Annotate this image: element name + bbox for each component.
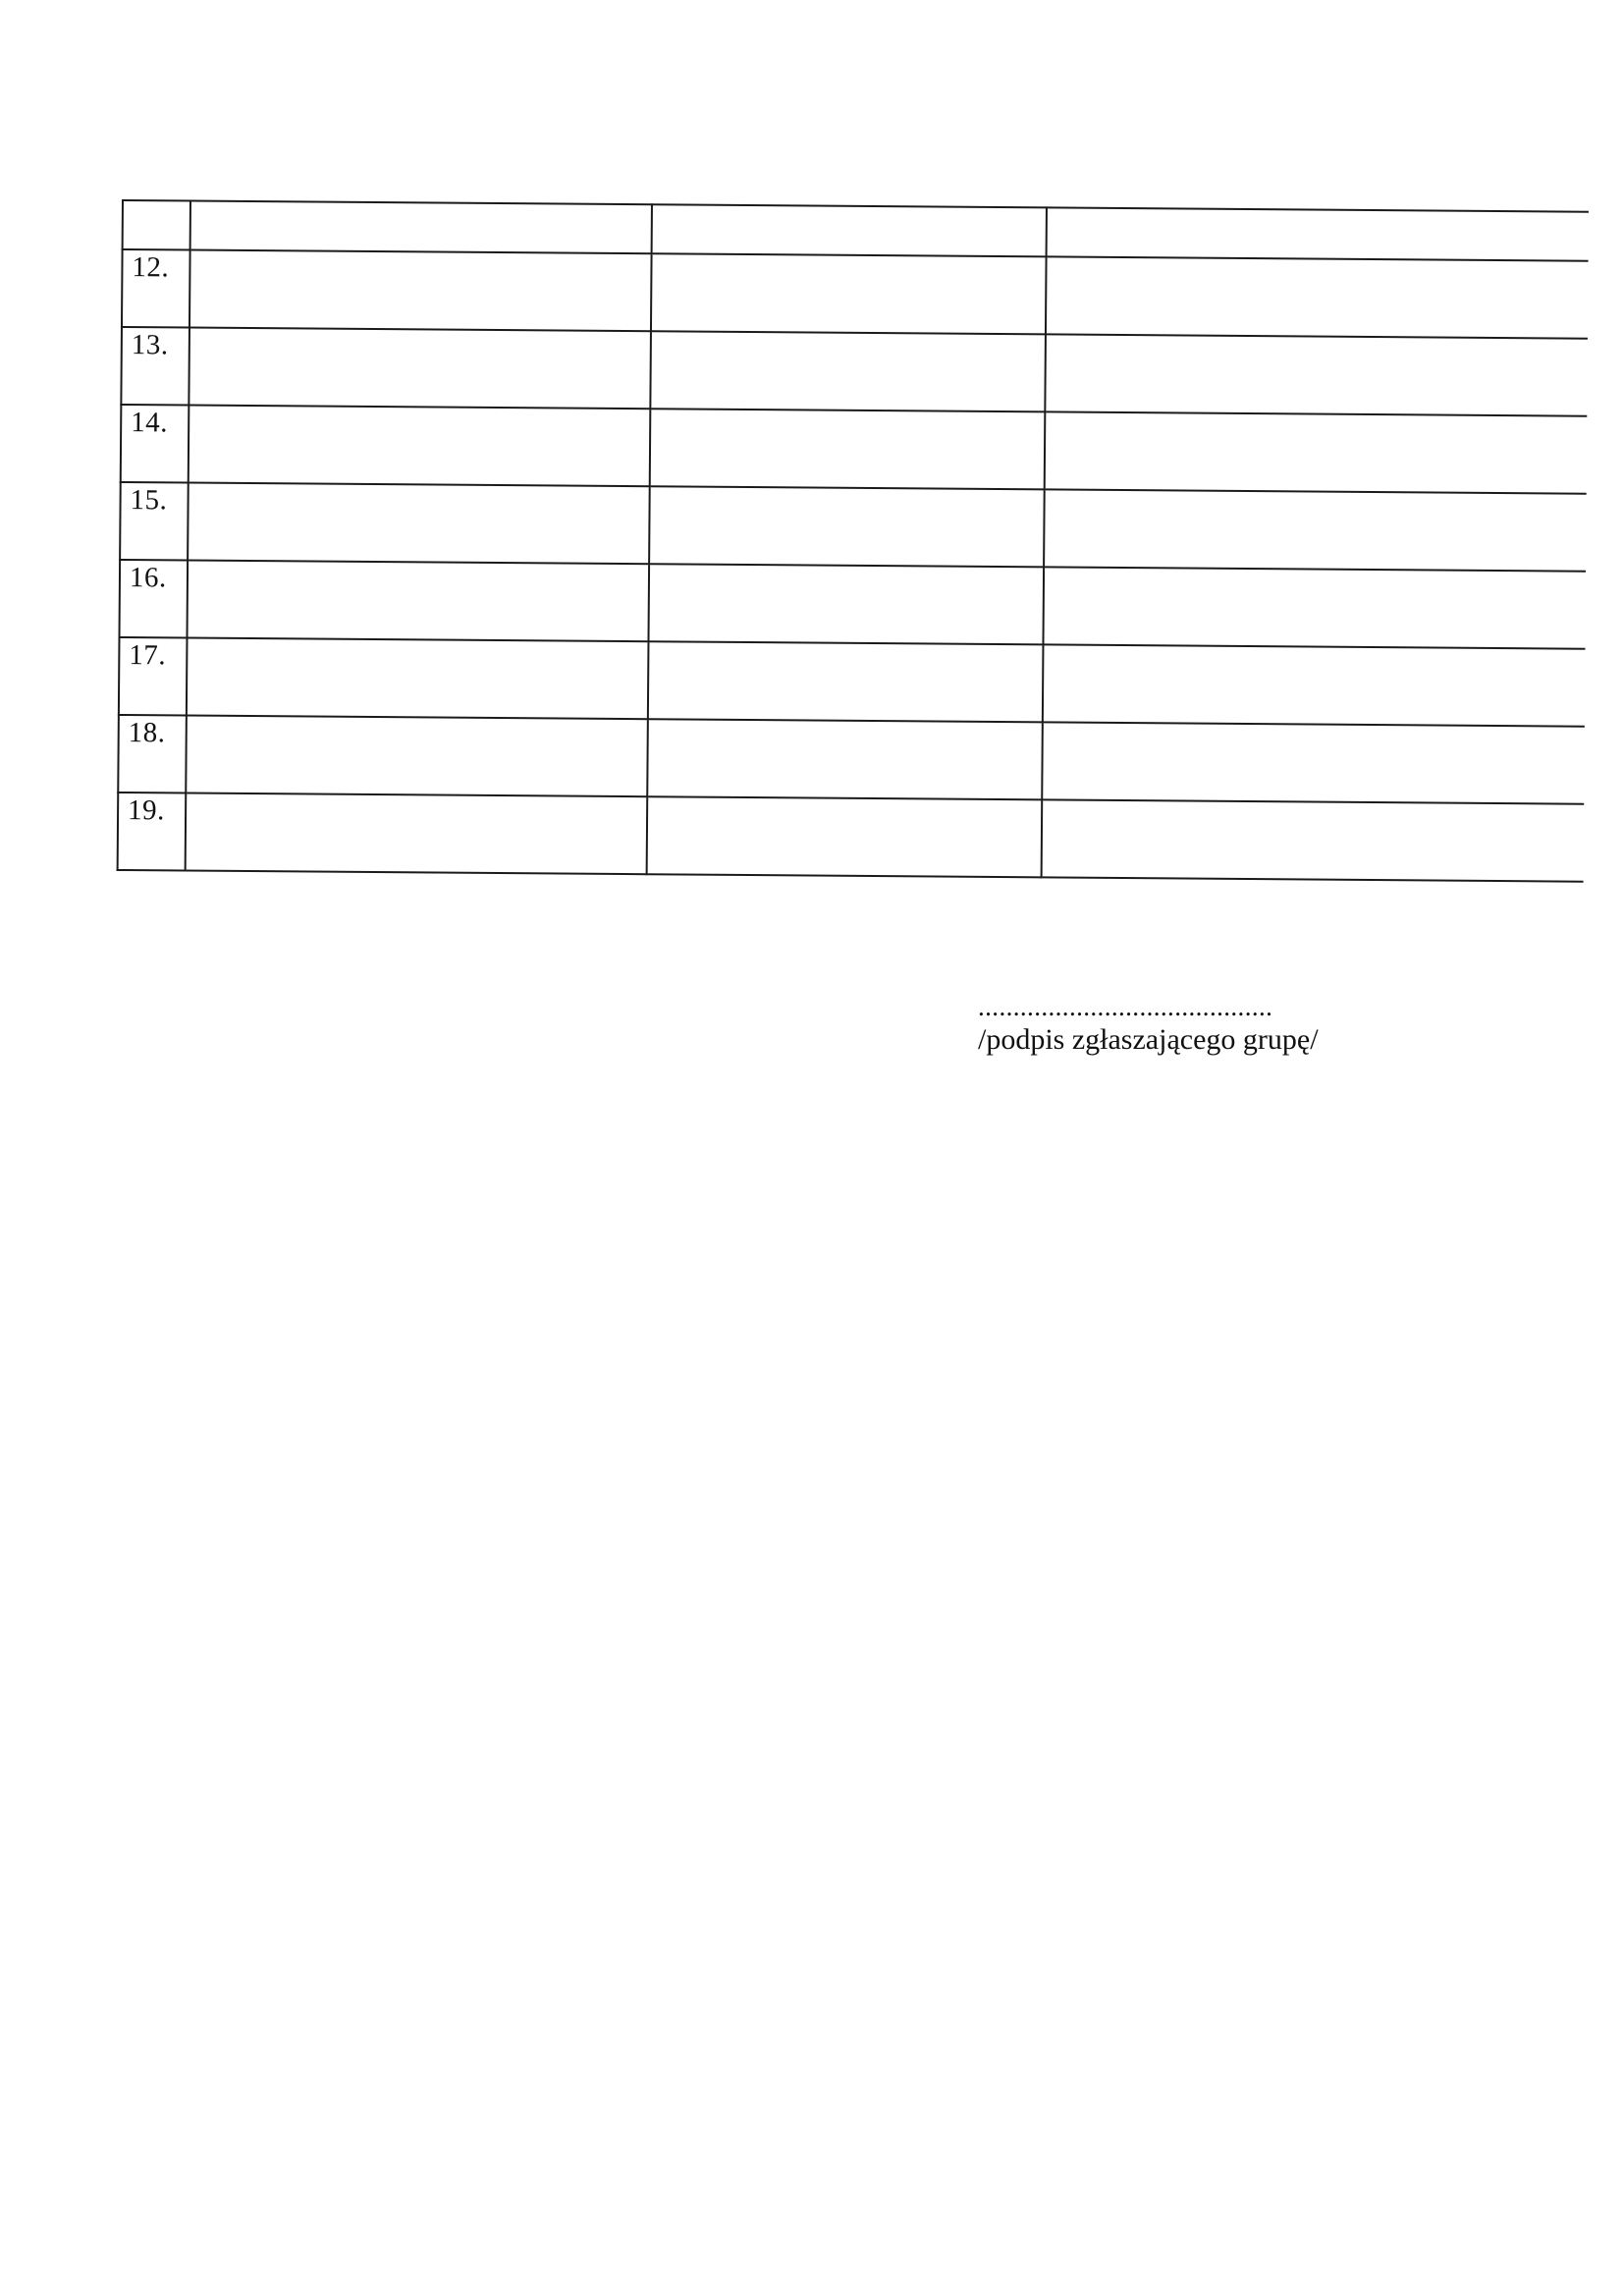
header-cell-col-1	[190, 201, 652, 254]
table-cell[interactable]	[651, 253, 1047, 334]
row-number: 18.	[118, 715, 187, 793]
table-row	[121, 405, 1588, 494]
row-number: 12.	[122, 249, 190, 328]
table-cell[interactable]	[649, 486, 1045, 567]
table-cell[interactable]	[647, 719, 1043, 799]
row-number: 14.	[121, 405, 189, 483]
table-cell[interactable]	[648, 641, 1044, 722]
table-cell[interactable]	[186, 793, 648, 875]
row-number: 15.	[120, 482, 189, 561]
table-cell[interactable]	[189, 406, 651, 487]
table-row	[119, 637, 1586, 727]
row-number: 16.	[119, 560, 188, 638]
table-row	[118, 793, 1585, 882]
header-cell-number	[123, 200, 190, 250]
participants-table	[117, 199, 1589, 883]
table-cell[interactable]	[1043, 567, 1586, 648]
row-number: 17.	[119, 637, 188, 716]
table-cell[interactable]	[647, 796, 1043, 877]
table-row	[121, 327, 1588, 416]
table-row	[122, 249, 1589, 339]
table-cell[interactable]	[1046, 256, 1589, 338]
table-cell[interactable]	[1043, 644, 1586, 726]
table-cell[interactable]	[648, 564, 1044, 644]
participants-table-body	[118, 200, 1589, 882]
signature-line: ..........................................	[978, 992, 1273, 1021]
table-cell[interactable]	[189, 250, 652, 332]
row-number: 19.	[118, 793, 187, 871]
table-cell[interactable]	[650, 409, 1046, 489]
table-cell[interactable]	[1045, 334, 1588, 415]
row-number: 13.	[121, 327, 189, 406]
table-cell[interactable]	[1045, 411, 1588, 493]
header-cell-col-3	[1047, 207, 1589, 260]
table-cell[interactable]	[187, 561, 649, 642]
table-cell[interactable]	[650, 331, 1046, 411]
table-cell[interactable]	[1042, 799, 1585, 881]
table-cell[interactable]	[186, 716, 648, 797]
table-row	[119, 560, 1586, 649]
table-cell[interactable]	[189, 328, 651, 410]
signature-caption: /podpis zgłaszającego grupę/	[978, 1023, 1319, 1056]
table-cell[interactable]	[1042, 722, 1585, 803]
table-cell[interactable]	[1044, 489, 1587, 571]
table-cell[interactable]	[187, 638, 649, 720]
signature-block	[978, 992, 1430, 1059]
table-row	[120, 482, 1587, 572]
header-cell-col-2	[652, 204, 1047, 256]
table-row	[118, 715, 1585, 804]
table-cell[interactable]	[188, 483, 650, 565]
